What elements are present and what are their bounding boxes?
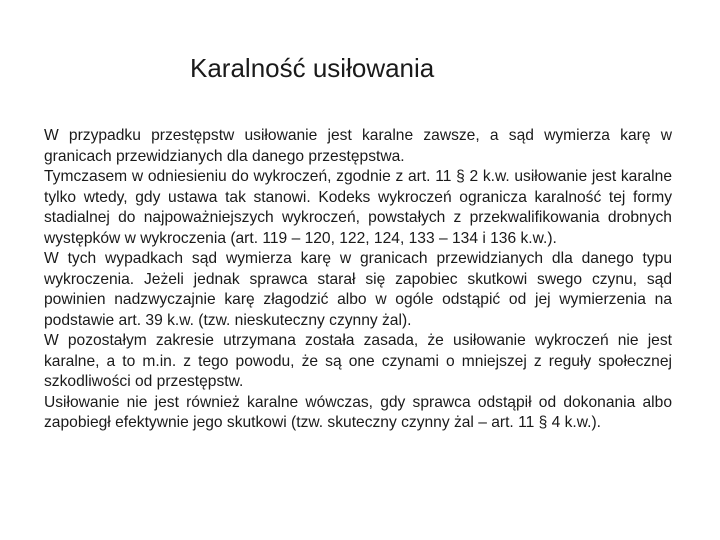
paragraph-3: W tych wypadkach sąd wymierza karę w granicach przewidzianych dla danego typu wykroczenia. Jeżeli jednak sprawca starał się zapobiec skutkowi swego czynu, sąd powinien nadzwyczajnie karę złagodzić albo w ogóle odstąpić od jej wymierzenia na podstawie art. 39 k.w. (tzw. nieskuteczny czynny żal). <box>44 250 672 329</box>
paragraph-2: Tymczasem w odniesieniu do wykroczeń, zgodnie z art. 11 § 2 k.w. usiłowanie jest karalne tylko wtedy, gdy ustawa tak stanowi. Kodeks wykroczeń ogranicza karalność tej formy stadialnej do najpoważniejszych wykroczeń, powstałych z przekwalifikowania drobnych występków w wykroczenia (art. 119 – 120, 122, 124, 133 – 134 i 136 k.w.). <box>44 168 672 247</box>
paragraph-5: Usiłowanie nie jest również karalne wówczas, gdy sprawca odstąpił od dokonania albo zapobiegł efektywnie jego skutkowi (tzw. skuteczny czynny żal – art. 11 § 4 k.w.). <box>44 393 672 431</box>
slide-body <box>44 126 672 434</box>
slide-title: Karalność usiłowania <box>190 53 435 83</box>
paragraph-4: W pozostałym zakresie utrzymana została zasada, że usiłowanie wykroczeń nie jest karalne, a to m.in. z tego powodu, że są one czynami o mniejszej z reguły społecznej szkodliwości od przestępstw. <box>44 332 672 390</box>
paragraph-1: W przypadku przestępstw usiłowanie jest karalne zawsze, a sąd wymierza karę w granicach przewidzianych dla danego przestępstwa. <box>44 127 672 165</box>
